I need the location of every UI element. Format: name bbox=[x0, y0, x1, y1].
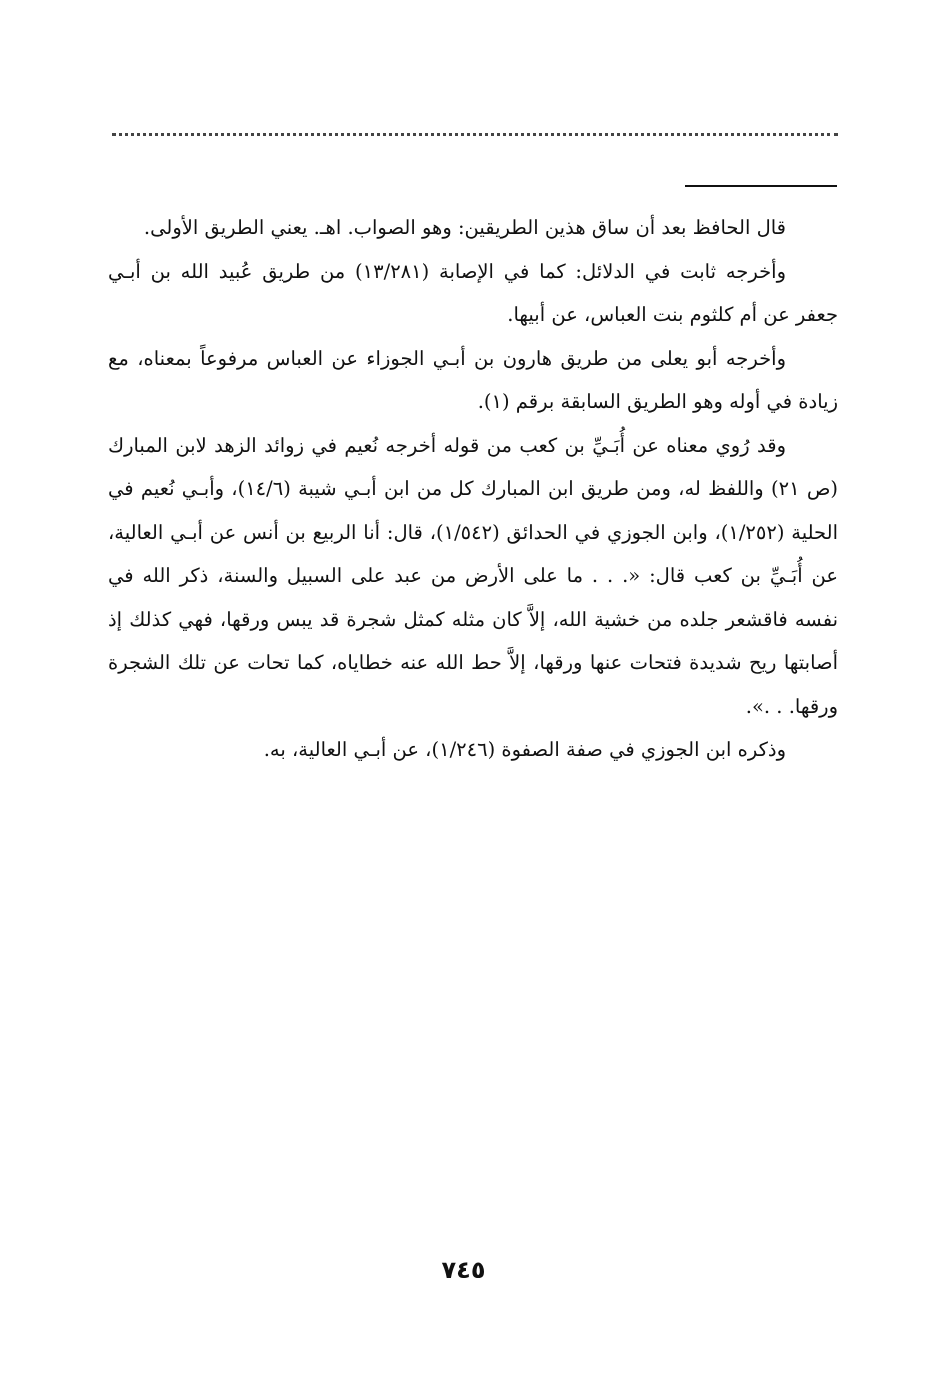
page-number: ٧٤٥ bbox=[441, 1256, 486, 1284]
footnote-paragraph: قال الحافظ بعد أن ساق هذين الطريقين: وهو الصواب. اهـ. يعني الطريق الأولى. bbox=[143, 216, 786, 239]
footnote-paragraph: وذكره ابن الجوزي في صفة الصفوة (١/٢٤٦)، عن أبـي العالية، به. bbox=[263, 738, 786, 761]
footnote-text bbox=[108, 206, 838, 772]
footnote-separator-line bbox=[685, 185, 837, 187]
dotted-separator bbox=[112, 133, 838, 136]
footnote-paragraph: وقد رُوي معناه عن أُبَـيِّ بن كعب من قوله أخرجه نُعيم في زوائد الزهد لابن المبارك (ص ٢١) واللفظ له، ومن طريق ابن المبارك كل من ابن أبـي شيبة (١٤/٦)، وأبـي نُعيم في الحلية (١/٢٥٢)، وابن الجوزي في الحدائق (١/٥٤٢)، قال: أنا الربيع بن أنس عن أبـي العالية، عن أُبَـيِّ بن كعب قال: «. . . ما على الأرض من عبد على السبيل والسنة، ذكر الله في نفسه فاقشعر جلده من خشية الله، إلاَّ كان مثله كمثل شجرة قد يبس ورقها، فهي كذلك إذ أصابتها ريح شديدة فتحات عنها ورقها، إلاَّ حط الله عنه خطاياه، كما تحات عن تلك الشجرة ورقها. . .». bbox=[108, 433, 839, 718]
footnote-paragraph: وأخرجه أبو يعلى من طريق هارون بن أبـي الجوزاء عن العباس مرفوعاً بمعناه، مع زيادة في أوله وهو الطريق السابقة برقم (١). bbox=[108, 346, 838, 413]
footnote-paragraph: وأخرجه ثابت في الدلائل: كما في الإصابة (١٣/٢٨١) من طريق عُبيد الله بن أبـي جعفر عن أم كلثوم بنت العباس، عن أبيها. bbox=[108, 259, 838, 326]
